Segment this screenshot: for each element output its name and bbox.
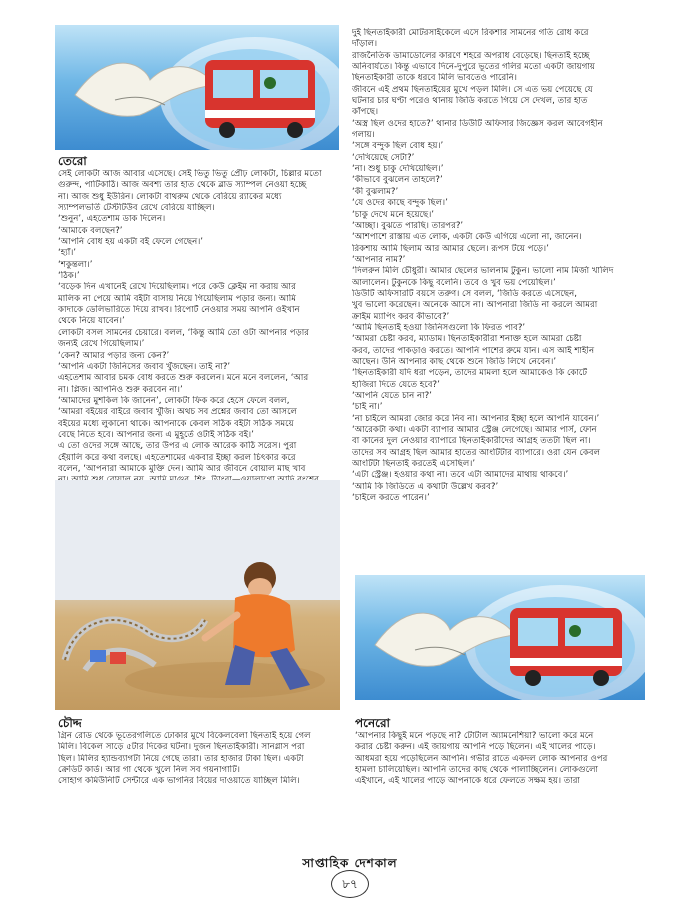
text-line: বলেন, ‘আপনারা আমাকে মুক্তি দেন। আমি আর জীবনে বোয়াল মাছ খাব [58,463,306,474]
text-line: কাঁপছে। [352,107,379,118]
text-line: ‘দেখিয়েছে সেটা?’ [352,152,415,163]
text-line: খুব ভালো করেছেন। অনেকে আসে না। আপনারা জিডি না করলে আমরা [352,300,598,311]
text-line: করার চেষ্টা করুন। এই জায়গায় আপনি পড়ে ছিলেন। এই খালের পাড়ে। [355,742,596,753]
text-line: ‘চাই না।’ [352,402,383,413]
text-line: ঘটনার চার ঘণ্টা পরেও থানায় জিডি করতে গিয়ে সে দেখল, তার হাত [352,96,588,107]
text-line: সেই লোকটা আজ আবার এসেছে। সেই ভিতু ভিতু প্রৌঢ় লোকটা, চিল্লার মতো [58,169,322,179]
text-line: ছিনতাইকারী তাকে ধরবে মিলি ভাবতেও পারেনি। [352,73,517,84]
text-line: রিকশায় আমি ছিলাম আর আমার ছেলে। রূপস টয়ে পড়ে।’ [352,243,549,254]
illustration-boy-train [55,480,340,710]
text-line: থেকে নিয়ে যাবেন।’ [58,316,125,327]
text-line: হেঁয়ালি করে কথা বলছে। এহতেশামের একবার ইচ্ছা করল চিৎকার করে [58,452,296,463]
text-line: ছিল। মিলির হ্যান্ডব্যাগটা নিয়ে গেছে তারা। তার হাজার টাকা ছিল। একটা [58,753,304,764]
text-line: আলালেন। টুকুনকে কিছু বলেনি। তবে ও খুব ভয় পেয়েছিল।’ [352,277,556,288]
text-line: ‘ঠিক।’ [58,271,80,282]
text-line: ‘আপনার কিছুই মনে পড়ছে না? টোটাল অ্যামনেশিয়া? ভালো করে মনে [355,731,594,741]
text-line: ‘দিলরুন মিলি চৌধুরী। আমার ছেলের ভালনাম টুকুন। ভালো নাম মির্জা খালিদ [352,266,614,277]
text-line: এ তো ওদের সঙ্গে আছে, তার উপর এ লোক আরেক কাঠি সরেস। পুরা [58,441,297,452]
text-line: দুই ছিনতাইকারী মোটরসাইকেলে এসে রিকশার সামনের গতি রোধ করে [352,28,589,38]
dove-bus-drawing [55,25,339,150]
text-line: আছেন। উনি আপনার কাছ থেকে শুনে জিডি লিখে নেবেন।’ [352,356,557,367]
text-line: কাদাকে ডেলিভারিতে দিয়ে রাখব। রিপোর্ট নেওয়ার সময় আপনি ওইখান [58,305,300,316]
section-14-heading: চৌদ্দ [58,716,82,730]
text-line: ‘শকুন্তলা।’ [58,259,93,270]
text-line: ‘বড়েক দিন এখানেই রেখে দিয়েছিলাম। পরে কেউ ক্লেইম না করায় আর [58,282,296,293]
text-line: ‘কী বুঝলাম?’ [352,186,399,197]
dove-bus-drawing-2 [355,575,645,700]
text-line: ‘আশপাশে রাস্তায় এত লোক, একটা কেউ এগিয়ে এলো না, জানেন। [352,232,582,243]
text-line: বেছে নিতে হবে। আপনার জন্য এ মুহূর্তে ওটাই সঠিক বই।’ [58,429,254,440]
text-line: লোকটা বসল সামনের চেয়ারে। বলল, ‘কিন্তু আমি তো ওটা আপনার পড়ার [58,327,309,338]
text-line: অনিবার্যতে। কিন্তু এভাবে দিনে-দুপুরে ভূতের গলির মতো একটা জায়গায় [352,62,595,73]
text-line: ডিউটি অফিসারটি বয়সে তরুণ। সে বলল, ‘জিডি করতে এসেছেন, [352,288,577,299]
text-line: রাজনৈতিক ডামাডোলের কারণে শহরে অপরাধ বেড়েছে। ছিনতাই হচ্ছে [352,50,590,61]
text-line: গ্রিন রোড থেকে ভূতেরগলিতে ঢোকার মুখে বিকেলবেলা ছিনতাই হয়ে গেল [58,731,311,741]
text-line: ‘না চাইলে আমরা জোর করে নিব না। আপনার ইচ্ছা হলে আপনি যাবেন।’ [352,413,600,424]
text-line: ‘আমাকে বলছেন?’ [58,225,123,236]
text-line: এহতেশাম আবার চমক বোধ করতে শুরু করলেন। মনে মনে বললেন, ‘আর [58,373,309,384]
text-line: ‘আপনি বোধ হয় একটা বই ফেলে গেছেন।’ [58,237,204,248]
illustration-dove-bus-bottom [355,575,645,700]
text-line: ‘আচ্ছা। বুঝতে পারছি। তারপর?’ [352,220,464,231]
text-line: ‘শুনুন’, এহতেশাম ডাক দিলেন। [58,214,166,225]
text-line: ‘অস্ত্র ছিল ওদের হাতে?’ থানার ডিউটি অফিসার জিজ্ঞেস করল আবেগহীন [352,118,603,129]
text-line: গুরুন্দ, পাটিকাঠি। আজ অবশ্য তার হাত থেকে ব্লাড স্যাম্পল নেওয়া হচ্ছে [58,180,307,191]
text-line: ‘এটা স্ট্রেঞ্জ। হওয়ার কথা না। তবে এটা আমাদের মাথায় থাকবে।’ [352,470,569,481]
text-line: ‘আপনার নাম?’ [352,254,406,265]
right-column-body [352,28,644,504]
text-line: আংটিটা ছিনতাই করতেই এসেছিল।’ [352,459,476,470]
text-line: ‘সঙ্গে বন্দুক ছিল বোধ হয়।’ [352,141,444,152]
text-line: ‘আপনি যেতে চান না?’ [352,391,432,401]
boy-train-drawing [55,480,340,710]
section-15-body [355,731,647,788]
text-line: ‘চাইলে করতে পারেন।’ [352,493,430,504]
text-line: জীবনে এই প্রথম ছিনতাইয়ের মুখে পড়ল মিলি। সে এত ভয় পেয়েছে যে [352,84,593,95]
illustration-dove-bus-top [55,25,339,150]
text-line: করব, তাদের পাকড়াও করতে। আপনি পাশের রুমে যান। এস আই শাহীন [352,345,595,356]
section-15 [355,716,647,788]
text-line: ‘আমি কি জিডিতে এ কথাটা উল্লেখ করব?’ [352,481,499,492]
text-line: আধমরা হয়ে পড়েছিলেন আপনি। গভীর রাতে একদল লোক আপনার ওপর [355,753,608,764]
text-line: ‘আমরা চেষ্টা করব, ম্যাডাম। ছিনতাইকারীরা শনাক্ত হলে আমরা চেষ্টা [352,334,582,345]
text-line: সোহাগ কমিউনিটি সেন্টারে এক ভাগনির বিয়ের দাওয়াতে যাচ্ছিল মিলি। [58,776,300,787]
text-line: ‘হ্যাঁ।’ [58,248,77,259]
text-line: ‘যে ওদের কাছে বন্দুক ছিল।’ [352,198,448,209]
section-15-heading: পনেরো [355,716,391,730]
text-line: ‘আপনি একটা জিনিসের জবাব খুঁজছেন। তাই না?’ [58,361,231,372]
text-line: হামলা চালিয়েছিল। আপনি তাদের কাছ থেকে পালাচ্ছিলেন। লোকগুলো [355,765,598,776]
text-line: ‘কীভাবে বুঝলেন তাহলে?’ [352,175,443,186]
text-line: না। প্লিজ। আপনিও শুরু করবেন না।’ [58,384,183,395]
section-14-body [58,731,348,788]
text-line: ‘আরেকটা কথা। একটা ব্যাপার আমার স্ট্রেঞ্জ লেগেছে। আমার পার্স, ফোন [352,425,597,436]
text-line: তাদের সব আগ্রহ ছিল আমার হাতের আংটিটার ব্যাপারে। ওরা যেন কেবল [352,447,601,458]
text-line: ‘চাকু দেখে মনে হয়েছে।’ [352,209,435,220]
section-14 [58,716,348,788]
text-line: ক্রেডিট কার্ড। আর গা থেকে খুলে নিল সব গয়নাগাটি। [58,765,240,776]
text-line: ‘ছিনতাইকারী যদি ধরা পড়েন, তাদের মামলা হলে আমাকেও কি কোর্টে [352,368,588,379]
text-line: মিলি। বিকেল সাড়ে ৫টার দিকের ঘটনা। দুজন ছিনতাইকারী। সানগ্লাস পরা [58,742,305,753]
text-line: ‘আমরা বইয়ের বাইরে জবাব খুঁজি। অথচ সব প্রশ্নের জবাব তো আসলে [58,407,297,418]
text-line: এইখানে, এই খালের পাড়ে আপনাকে ধরে ফেলতে সক্ষম হয়। তারা [355,776,580,787]
text-line: জন্যই রেখে গিয়েছিলাম।’ [58,339,145,350]
section-13-heading: তেরো [58,154,87,168]
text-line: না। আজ শুধু ইউরিন। লোকটা বাথরুম থেকে বেরিয়ে র‍্যাকের মধ্যে [58,191,282,202]
text-line: বইয়ের মধ্যে লুকানো থাকে। আপনাকে কেবল সঠিক বইটা সঠিক সময়ে [58,418,294,429]
text-line: ‘আমি ছিনতাই হওয়া জিনিসগুলো কি ফিরত পাব?’ [352,322,526,333]
text-line: ‘কেন? আমার পড়ার জন্য কেন?’ [58,350,170,361]
magazine-title: সাপ্তাহিক দেশকাল [302,856,398,870]
right-column-text [352,28,644,504]
text-line: মালিক না পেয়ে আমি বইটা বাসায় নিয়ে গিয়েছিলাম পড়ার জন্য। আমি [58,293,296,304]
text-line: ‘না। শুধু চাকু দেখিয়েছিল।’ [352,164,444,175]
page-number: ৮৭ [331,870,369,898]
text-line: দাঁড়াল। [352,39,378,50]
text-line: স্যাম্পলভর্তি টেস্টটিউব রেখে বেরিয়ে যাচ্ছিল। [58,203,215,214]
text-line: হাজিরা দিতে যেতে হবে?’ [352,379,440,390]
text-line: গলায়। [352,130,375,141]
text-line: ক্রাইম ম্যাপিং করব কীভাবে?’ [352,311,450,322]
text-line: ‘আমাদের মুশকিল কি জানেন’, লোকটা ফিক করে হেসে ফেলে বলল, [58,395,290,406]
text-line: বা কানের দুল নেওয়ার ব্যাপারে ছিনতাইকারীদের আগ্রহ ততটা ছিল না। [352,436,591,447]
